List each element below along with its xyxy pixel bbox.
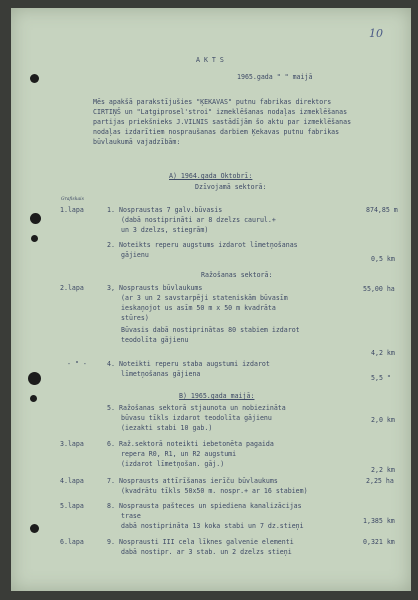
item-text: Nosprausts būvlaukums: [119, 284, 203, 292]
item-page-ref: 2.lapa: [60, 284, 84, 292]
item-text: dabā nostipr. ar 3 stab. un 2 dzelzs stieņi: [121, 548, 292, 556]
punch-hole: [31, 235, 38, 242]
item-page-ref: 6.lapa: [60, 538, 84, 546]
punch-hole: [30, 395, 37, 402]
item-number: 2.: [107, 241, 115, 249]
item-number: 3,: [107, 284, 115, 292]
item-text: Ražošanas sektorā stjaunota un nobiezināta: [119, 404, 286, 412]
item-page-ref: 5.lapa: [60, 502, 84, 510]
intro-line: CIRTIŅŠ un "Latgiprosel'stroi" izmeklēšanas nodaļas izmeklēšanas: [93, 108, 348, 116]
item-text: Nospraustas 7 galv.būvasis: [119, 206, 223, 214]
item-text: Noteikti reperu staba augstumi izdarot: [119, 360, 270, 368]
item-page-ref: - " -: [67, 360, 87, 368]
item-number: 9.: [107, 538, 115, 546]
item-number: 8.: [107, 502, 115, 510]
item-text: (ar 3 un 2 savstarpēji stateniskām būvasīm: [121, 294, 288, 302]
section-a-heading: A) 1964.gada Oktobrī:: [169, 172, 253, 180]
item-number: 4.: [107, 360, 115, 368]
item-text: gājienu: [121, 251, 149, 259]
item-text: (izdarot līmetņošan. gāj.): [121, 460, 225, 468]
intro-line: būvlaukumā vajadzībām:: [93, 138, 181, 146]
item-text: dabā nostiprināta 13 koka stabi un 7 dz.stieņi: [121, 522, 304, 530]
item-text: trase: [121, 512, 141, 520]
item-text: (kvadrātu tīkls 50x50 m. nospr.+ ar 16 stabiem): [121, 487, 308, 495]
item-text: būvasu tīkls izdarot teodolīta gājienu: [121, 414, 272, 422]
item-value: 874,85 m: [366, 206, 398, 214]
item-text: Būvasis dabā nostiprinātas 80 stabiem izdarot: [121, 326, 300, 334]
item-value: 2,2 km: [371, 466, 395, 474]
punch-hole: [28, 372, 41, 385]
item-text: ieskaņojot us asīm 50 m x 50 m kvadrāta: [121, 304, 276, 312]
item-text: stūres): [121, 314, 149, 322]
item-page-ref: 1.lapa: [60, 206, 84, 214]
intro-line: partijas priekšnieks J.VILNIS sastādījām šo aktu par izmeklēšanas: [93, 118, 352, 126]
punch-hole: [30, 524, 39, 533]
item-value: 0,321 km: [363, 538, 395, 546]
document-page: [11, 8, 411, 591]
item-text: Nosprausti III cela līknes galvenie elementi: [119, 538, 294, 546]
item-text: Nospraustа pašteces un spiediena kanalizācijas: [119, 502, 302, 510]
handwritten-page-number: 10: [369, 27, 383, 40]
item-number: 7.: [107, 477, 115, 485]
item-value: 2,0 km: [371, 416, 395, 424]
item-text: Nosprausts attīrīšanas ierīču būvlaukums: [119, 477, 278, 485]
margin-note: Grafiskais: [61, 197, 84, 202]
item-page-ref: 4.lapa: [60, 477, 84, 485]
document-title: A K T S: [196, 56, 224, 64]
date-line: 1965.gada " " maijā: [237, 73, 313, 81]
intro-line: Mēs apakšā parakstījušies "ĶEKAVAS" putnu fabrikas direktors: [93, 98, 332, 106]
item-number: 5.: [107, 404, 115, 412]
item-value: 2,25 ha: [366, 477, 394, 485]
sector-living-heading: Dzīvojamā sektorā:: [195, 183, 267, 191]
item-page-ref: 3.lapa: [60, 440, 84, 448]
item-number: 6.: [107, 440, 115, 448]
item-number: 1.: [107, 206, 115, 214]
intro-line: nodaļas izdarītiem nospraušanas darbiem Ķekavas putnu fabrikas: [93, 128, 340, 136]
item-value: 5,5 ": [371, 374, 391, 382]
item-text: un 3 dzelzs, stiegrām): [121, 226, 209, 234]
item-value-secondary: 4,2 km: [371, 349, 395, 357]
item-text: teodolīta gājienu: [121, 336, 189, 344]
item-value: 0,5 km: [371, 255, 395, 263]
section-b-heading: B) 1965.gada maijā:: [179, 392, 255, 400]
sector-production-heading: Ražošanas sektorā:: [201, 271, 273, 279]
item-text: līmetņošanas gājiena: [121, 370, 201, 378]
item-text: (dabā nostiprināti ar 8 dzelzs caurul.+: [121, 216, 276, 224]
punch-hole: [30, 213, 41, 224]
item-value: 55,00 ha: [363, 285, 395, 293]
item-value: 1,385 km: [363, 517, 395, 525]
item-text: Raž.sektorā noteikti iebetonēta pagaida: [119, 440, 274, 448]
item-text: Noteikts reperu augstums izdarot līmetņošanas: [119, 241, 298, 249]
item-text: (iezakti stabi 10 gab.): [121, 424, 213, 432]
item-text: repera R0, R1, un R2 augstumi: [121, 450, 237, 458]
punch-hole: [30, 74, 39, 83]
